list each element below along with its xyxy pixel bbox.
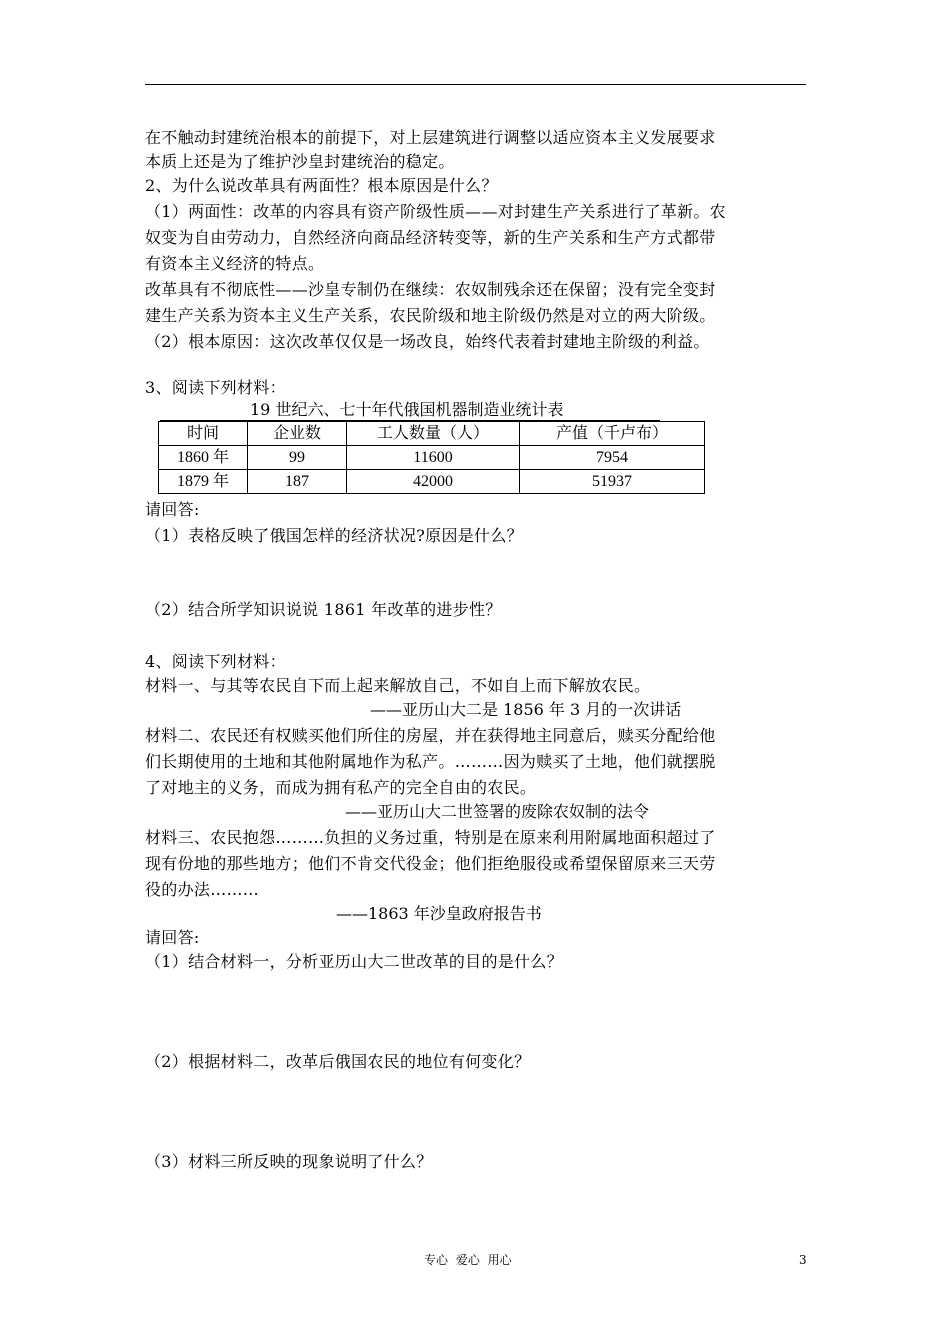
q2-title: 2、为什么说改革具有两面性？根本原因是什么？ (145, 176, 498, 195)
q4-title: 4、阅读下列材料： (145, 652, 286, 671)
q4-material-3-source: ——1863 年沙皇政府报告书 (336, 904, 542, 923)
q2-line-3: 有资本主义经济的特点。 (145, 254, 325, 273)
q4-material-2-source: ——亚历山大二世签署的废除农奴制的法令 (345, 802, 650, 821)
q4-sub-question-1: （1）结合材料一，分析亚历山大二世改革的目的是什么？ (145, 952, 563, 971)
table-cell: 1879 年 (159, 470, 248, 494)
table-cell: 11600 (347, 446, 520, 470)
table-cell: 7954 (520, 446, 705, 470)
q2-line-1: （1）两面性：改革的内容具有资产阶级性质——对封建生产关系进行了革新。农 (145, 202, 726, 221)
table-cell: 42000 (347, 470, 520, 494)
footer-motto: 专心 爱心 用心 (424, 1253, 512, 1267)
page-number: 3 (799, 1253, 807, 1267)
table-cell: 1860 年 (159, 446, 248, 470)
table-header-cell: 时间 (159, 422, 248, 446)
header-rule (145, 84, 806, 85)
q4-material-1: 材料一、与其等农民自下而上起来解放自己，不如自上而下解放农民。 (145, 676, 651, 695)
statistics-table (158, 421, 705, 494)
q3-sub-question-1: （1）表格反映了俄国怎样的经济状况?原因是什么？ (145, 526, 523, 545)
q3-sub-question-2: （2）结合所学知识说说 1861 年改革的进步性？ (145, 600, 502, 619)
q4-material-2-line-2: 们长期使用的土地和其他附属地作为私产。………因为赎买了土地，他们就摆脱 (145, 752, 716, 771)
q2-line-2: 奴变为自由劳动力，自然经济向商品经济转变等，新的生产关系和生产方式都带 (145, 228, 716, 247)
table-header-row (159, 422, 705, 446)
q2-line-4: 改革具有不彻底性——沙皇专制仍在继续：农奴制残余还在保留；没有完全变封 (145, 280, 716, 299)
table-header-cell: 企业数 (248, 422, 347, 446)
q4-material-3-line-3: 役的办法……… (145, 880, 260, 899)
table-row (159, 446, 705, 470)
q2-line-5: 建生产关系为资本主义生产关系，农民阶级和地主阶级仍然是对立的两大阶级。 (145, 306, 716, 325)
q4-material-3-line-2: 现有份地的那些地方；他们不肯交代役金；他们拒绝服役或希望保留原来三天劳 (145, 854, 716, 873)
intro-line-2: 本质上还是为了维护沙皇封建统治的稳定。 (145, 152, 455, 171)
q4-material-2-line-1: 材料二、农民还有权赎买他们所住的房屋，并在获得地主同意后，赎买分配给他 (145, 726, 716, 745)
q4-material-3-line-1: 材料三、农民抱怨………负担的义务过重，特别是在原来利用附属地面积超过了 (145, 828, 716, 847)
table-caption: 19 世纪六、七十年代俄国机器制造业统计表 (250, 400, 564, 419)
q4-sub-question-3: （3）材料三所反映的现象说明了什么？ (145, 1152, 433, 1171)
q3-title: 3、阅读下列材料： (145, 378, 286, 397)
table-header-cell: 产值（千卢布） (520, 422, 705, 446)
q4-material-1-source: ——亚历山大二是 1856 年 3 月的一次讲话 (370, 700, 682, 719)
table-header-cell: 工人数量（人） (347, 422, 520, 446)
q4-prompt: 请回答: (145, 928, 200, 947)
q4-sub-question-2: （2）根据材料二，改革后俄国农民的地位有何变化？ (145, 1052, 531, 1071)
q2-line-6: （2）根本原因：这次改革仅仅是一场改良，始终代表着封建地主阶级的利益。 (145, 332, 710, 351)
q3-prompt: 请回答: (145, 500, 200, 519)
table-cell: 99 (248, 446, 347, 470)
table-cell: 187 (248, 470, 347, 494)
intro-line-1: 在不触动封建统治根本的前提下，对上层建筑进行调整以适应资本主义发展要求 (145, 128, 716, 147)
table-cell: 51937 (520, 470, 705, 494)
q4-material-2-line-3: 了对地主的义务，而成为拥有私产的完全自由的农民。 (145, 778, 537, 797)
table-row (159, 470, 705, 494)
